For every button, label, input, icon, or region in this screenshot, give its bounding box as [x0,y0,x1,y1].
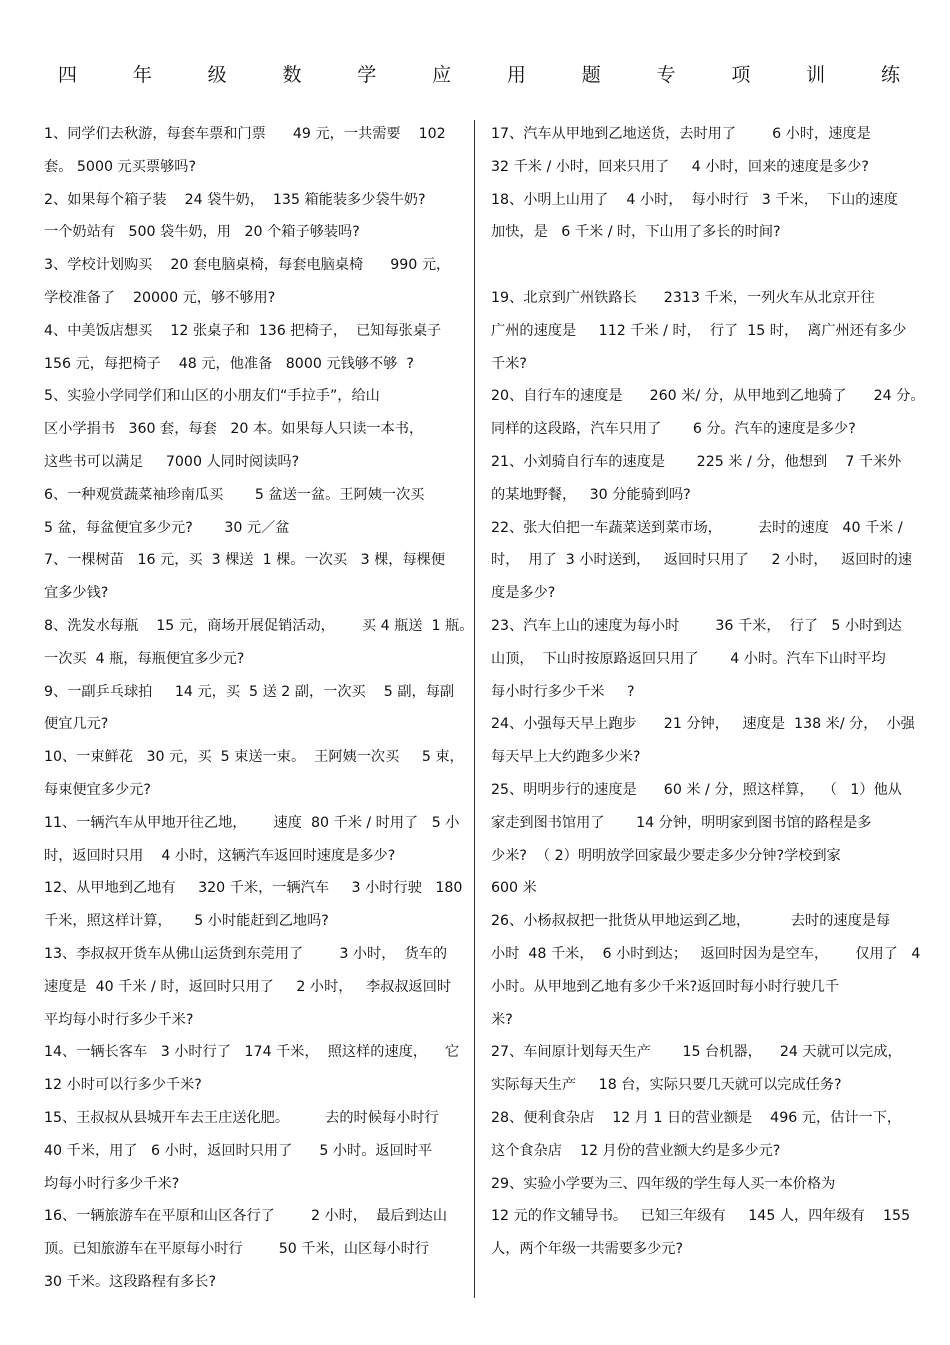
problem-text-line: 7、一棵树苗 16 元，买 3 棵送 1 棵。一次买 3 棵，每棵便 [44,552,446,569]
title-char: 年 [132,64,152,86]
problem-text-line: 米? [491,1011,513,1028]
problem-text-line: 5 盆，每盆便宜多少元? 30 元／盆 [44,519,290,536]
problem-text-line: 28、便利食杂店 12 月 1 日的营业额是 496 元，估计一下， [491,1109,902,1126]
page-title [58,60,900,87]
problem-text-line: 27、车间原计划每天生产 15 台机器， 24 天就可以完成， [491,1044,902,1061]
problem-text-line: 时，返回时只用 4 小时，这辆汽车返回时速度是多少? [44,847,396,864]
problem-text-line: 12 小时可以行多少千米? [44,1077,202,1094]
problem-text-line: 一个奶站有 500 袋牛奶，用 20 个箱子够装吗? [44,224,360,241]
problem-text-line: 8、洗发水每瓶 15 元，商场开展促销活动， 买 4 瓶送 1 瓶。 [44,617,474,634]
right-column-problems [491,118,925,1266]
problem-text-line: 9、一副乒乓球拍 14 元，买 5 送 2 副，一次买 5 副，每副 [44,683,455,700]
problem-text-line: 每束便宜多少元? [44,781,151,798]
problem-text-line: 人，两个年级一共需要多少元? [491,1241,683,1258]
problem-text-line: 5、实验小学同学们和山区的小朋友们“手拉手”，给山 [44,388,380,405]
problem-text-line: 16、一辆旅游车在平原和山区各行了 2 小时， 最后到达山 [44,1208,448,1225]
problem-text-line: 的某地野餐， 30 分能骑到吗? [491,486,691,503]
problem-text-line: 156 元，每把椅子 48 元，他准备 8000 元钱够不够 ? [44,355,414,372]
problem-text-line: 套。 5000 元买票够吗? [44,158,196,175]
title-char: 应 [432,64,452,86]
problem-text-line: 同样的这段路，汽车只用了 6 分。汽车的速度是多少? [491,421,856,438]
problem-text-line: 4、中美饭店想买 12 张桌子和 136 把椅子， 已知每张桌子 [44,322,442,339]
problem-text-line: 23、汽车上山的速度为每小时 36 千米， 行了 5 小时到达 [491,617,902,634]
problem-text-line: 10、一束鲜花 30 元，买 5 束送一束。 王阿姨一次买 5 束， [44,749,464,766]
problem-text-line: 每小时行多少千米 ? [491,683,635,700]
title-char: 训 [806,64,826,86]
problem-text-line: 家走到图书馆用了 14 分钟，明明家到图书馆的路程是多 [491,814,872,831]
problem-text-line: 速度是 40 千米 / 时，返回时只用了 2 小时， 李叔叔返回时 [44,978,452,995]
problem-text-line: 12、从甲地到乙地有 320 千米，一辆汽车 3 小时行驶 180 [44,880,463,897]
problem-text-line: 实际每天生产 18 台，实际只要几天就可以完成任务? [491,1077,842,1094]
problem-text-line: 25、明明步行的速度是 60 米 / 分，照这样算， （ 1）他从 [491,781,902,798]
problem-text-line: 40 千米，用了 6 小时，返回时只用了 5 小时。返回时平 [44,1142,433,1159]
problem-text-line [491,249,911,282]
problem-text-line: 便宜几元? [44,716,109,733]
column-divider [474,120,475,1298]
problem-text-line: 26、小杨叔叔把一批货从甲地运到乙地， 去时的速度是每 [491,913,891,930]
problem-text-line: 17、汽车从甲地到乙地送货，去时用了 6 小时，速度是 [491,126,871,142]
title-char: 四 [58,64,78,86]
title-char: 学 [357,64,377,86]
problem-text-line: 千米，照这样计算， 5 小时能赶到乙地吗? [44,913,329,930]
problem-text-line: 18、小明上山用了 4 小时， 每小时行 3 千米， 下山的速度 [491,191,898,208]
problem-text-line: 14、一辆长客车 3 小时行了 174 千米， 照这样的速度， 它 [44,1044,460,1061]
problem-text-line: 度是多少? [491,585,556,602]
problem-text-line: 加快，是 6 千米 / 时，下山用了多长的时间? [491,224,781,241]
problem-text-line: 600 米 [491,880,537,897]
problem-text-line: 这些书可以满足 7000 人同时阅读吗? [44,453,300,470]
problem-text-line: 2、如果每个箱子装 24 袋牛奶， 135 箱能装多少袋牛奶? [44,191,426,208]
problem-text-line: 6、一种观赏蔬菜袖珍南瓜买 5 盆送一盆。王阿姨一次买 [44,486,425,503]
problem-text-line: 13、李叔叔开货车从佛山运货到东莞用了 3 小时， 货车的 [44,945,448,962]
problem-text-line: 22、张大伯把一车蔬菜送到菜市场， 去时的速度 40 千米 / [491,519,903,536]
title-char: 项 [731,64,751,86]
problem-text-line: 少米? （ 2）明明放学回家最少要走多少分钟?学校到家 [491,847,841,864]
problem-text-line: 3、学校计划购买 20 套电脑桌椅，每套电脑桌椅 990 元， [44,257,451,274]
problem-text-line: 平均每小时行多少千米? [44,1011,194,1028]
problem-text-line: 12 元的作文辅导书。 已知三年级有 145 人，四年级有 155 [491,1208,911,1225]
problem-text-line: 24、小强每天早上跑步 21 分钟， 速度是 138 米/ 分， 小强 [491,716,915,733]
problem-text-line: 区小学捐书 360 套，每套 20 本。如果每人只读一本书， [44,421,424,438]
problem-text-line: 学校准备了 20000 元，够不够用? [44,289,276,306]
problem-text-line: 20、自行车的速度是 260 米/ 分，从甲地到乙地骑了 24 分。 [491,388,925,405]
problem-text-line: 宜多少钱? [44,585,109,602]
problem-text-line: 这个食杂店 12 月份的营业额大约是多少元? [491,1142,781,1159]
problem-text-line: 时， 用了 3 小时送到， 返回时只用了 2 小时， 返回时的速 [491,552,913,569]
problem-text-line: 15、王叔叔从县城开车去王庄送化肥。 去的时候每小时行 [44,1109,439,1126]
problem-text-line: 19、北京到广州铁路长 2313 千米，一列火车从北京开往 [491,289,875,306]
problem-text-line: 29、实验小学要为三、四年级的学生每人买一本价格为 [491,1175,836,1192]
problem-text-line: 30 千米。这段路程有多长? [44,1273,216,1290]
problem-text-line: 一次买 4 瓶，每瓶便宜多少元? [44,650,245,667]
title-char: 用 [506,64,526,86]
problem-text-line: 顶。已知旅游车在平原每小时行 50 千米，山区每小时行 [44,1241,429,1258]
problem-text-line: 小时 48 千米， 6 小时到达； 返回时因为是空车， 仅用了 4 [491,945,921,962]
title-char: 题 [581,64,601,86]
problem-text-line: 每天早上大约跑多少米? [491,749,641,766]
title-char: 练 [880,64,900,86]
title-char: 数 [282,64,302,86]
problem-text-line: 32 千米 / 小时，回来只用了 4 小时，回来的速度是多少? [491,158,869,175]
problem-text-line: 广州的速度是 112 千米 / 时， 行了 15 时， 离广州还有多少 [491,322,907,339]
problem-text-line: 小时。从甲地到乙地有多少千米?返回时每小时行驶几千 [491,978,840,995]
problem-text-line: 21、小刘骑自行车的速度是 225 米 / 分，他想到 7 千米外 [491,453,902,470]
title-char: 专 [656,64,676,86]
problem-text-line: 山顶， 下山时按原路返回只用了 4 小时。汽车下山时平均 [491,650,886,667]
problem-text-line: 1、同学们去秋游，每套车票和门票 49 元，一共需要 102 [44,126,446,142]
problem-text-line: 千米? [491,355,527,372]
problem-text-line: 11、一辆汽车从甲地开往乙地， 速度 80 千米 / 时用了 5 小 [44,814,460,831]
title-char: 级 [207,64,227,86]
problem-text-line: 均每小时行多少千米? [44,1175,180,1192]
left-column-problems [44,118,474,1299]
